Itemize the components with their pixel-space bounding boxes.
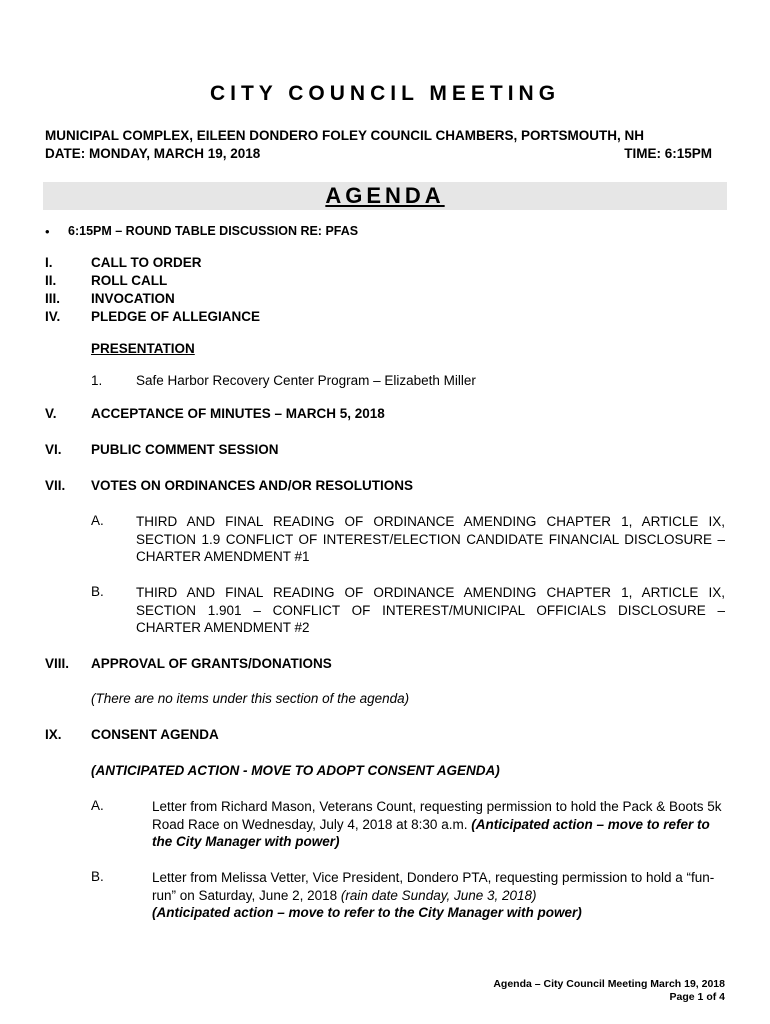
item-number: 1. xyxy=(91,373,103,388)
meeting-title: CITY COUNCIL MEETING xyxy=(209,82,561,105)
item-number: II. xyxy=(45,273,57,288)
item-letter: B. xyxy=(91,869,104,884)
consent-item-a: Letter from Richard Mason, Veterans Count, requesting permission to hold the Pack & Boots 5k Road Race on Wednesday, July 4, 2018 at 8:30 a.m. (Anticipated action – move to refer to the City Manager with power) xyxy=(152,799,722,849)
round-table-item: 6:15PM – ROUND TABLE DISCUSSION RE: PFAS xyxy=(68,224,359,238)
item-number: IV. xyxy=(45,309,61,324)
item-letter: B. xyxy=(91,584,104,599)
item-number: VI. xyxy=(45,442,62,457)
item-number: I. xyxy=(45,255,53,270)
item-invocation: INVOCATION xyxy=(91,291,175,306)
section-acceptance-of-minutes: ACCEPTANCE OF MINUTES – MARCH 5, 2018 xyxy=(91,406,385,421)
section-consent-agenda: CONSENT AGENDA xyxy=(91,727,219,742)
no-items-note: (There are no items under this section of the agenda) xyxy=(91,691,410,706)
bullet-icon: • xyxy=(45,224,50,239)
ordinance-item-b: THIRD AND FINAL READING OF ORDINANCE AMENDING CHAPTER 1, ARTICLE IX, SECTION 1.901 – CONFLICT OF INTEREST/MUNICIPAL OFFICIALS DISCLOSURE – CHARTER AMENDMENT #2 xyxy=(136,585,725,635)
section-grants-donations: APPROVAL OF GRANTS/DONATIONS xyxy=(91,656,332,671)
item-roll-call: ROLL CALL xyxy=(91,273,168,288)
agenda-heading: AGENDA xyxy=(325,183,445,208)
item-call-to-order: CALL TO ORDER xyxy=(91,255,202,270)
presentation-heading: PRESENTATION xyxy=(91,341,195,356)
item-letter: A. xyxy=(91,513,104,528)
meeting-location: MUNICIPAL COMPLEX, EILEEN DONDERO FOLEY COUNCIL CHAMBERS, PORTSMOUTH, NH xyxy=(45,128,645,143)
consent-item-b: Letter from Melissa Vetter, Vice President, Dondero PTA, requesting permission to hold a “fun-run” on Saturday, June 2, 2018 (rain date Sunday, June 3, 2018) (Anticipated action – move to refer to the City Manager with power) xyxy=(152,870,715,920)
section-votes-on-ordinances: VOTES ON ORDINANCES AND/OR RESOLUTIONS xyxy=(91,478,414,493)
footer-title: Agenda – City Council Meeting March 19, 2018 xyxy=(493,978,725,990)
item-number: V. xyxy=(45,406,57,421)
item-number: IX. xyxy=(45,727,62,742)
item-number: VIII. xyxy=(45,656,70,671)
item-pledge: PLEDGE OF ALLEGIANCE xyxy=(91,309,261,324)
meeting-date: DATE: MONDAY, MARCH 19, 2018 xyxy=(45,146,261,161)
presentation-item: Safe Harbor Recovery Center Program – Elizabeth Miller xyxy=(136,373,476,388)
ordinance-item-a: THIRD AND FINAL READING OF ORDINANCE AMENDING CHAPTER 1, ARTICLE IX, SECTION 1.9 CONFLICT OF INTEREST/ELECTION CANDIDATE FINANCIAL DISCLOSURE – CHARTER AMENDMENT #1 xyxy=(136,514,725,564)
item-letter: A. xyxy=(91,798,104,813)
item-number: III. xyxy=(45,291,61,306)
page-number: Page 1 of 4 xyxy=(669,991,725,1003)
item-number: VII. xyxy=(45,478,66,493)
consent-anticipated-action: (ANTICIPATED ACTION - MOVE TO ADOPT CONSENT AGENDA) xyxy=(91,763,500,778)
section-public-comment: PUBLIC COMMENT SESSION xyxy=(91,442,279,457)
meeting-time: TIME: 6:15PM xyxy=(624,146,712,161)
